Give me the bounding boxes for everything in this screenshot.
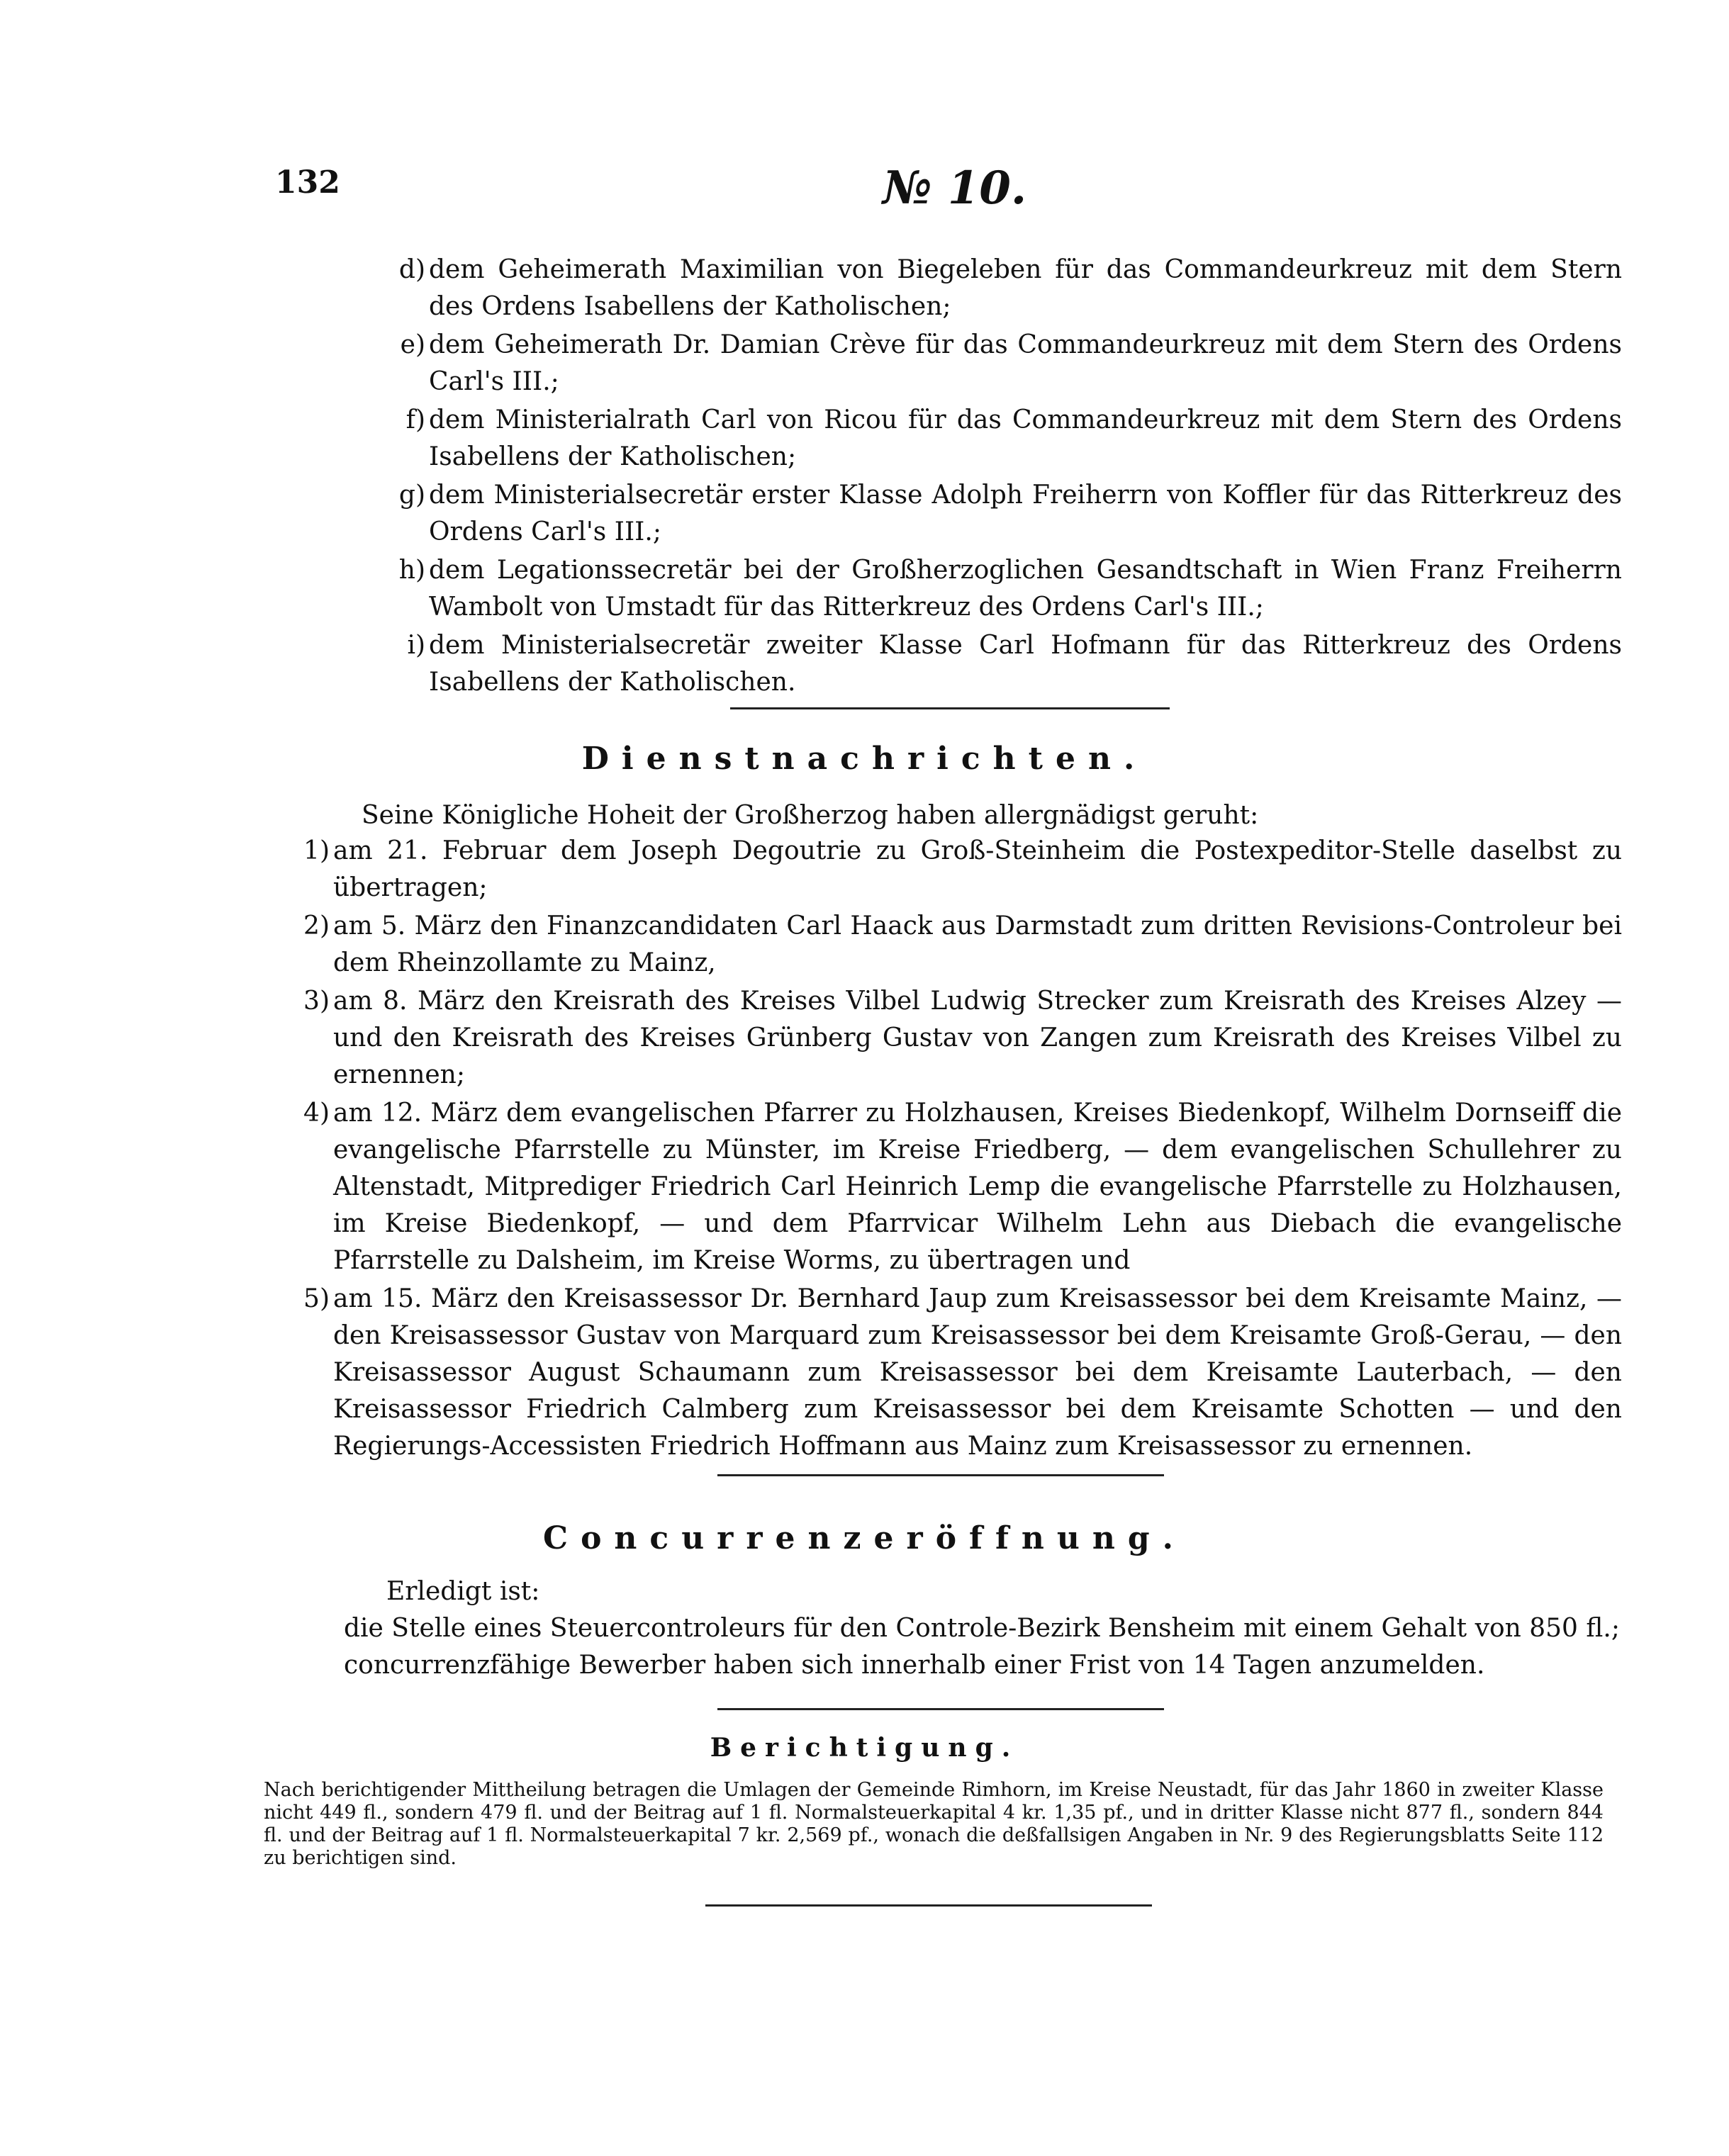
list-item xyxy=(301,908,1622,982)
item-text: dem Ministerialrath Carl von Ricou für das Commandeurkreuz mit dem Stern des Ordens Isabellens der Katholischen; xyxy=(429,405,1622,471)
concurrenz-intro: Erledigt ist: xyxy=(386,1577,540,1606)
issue-number: № 10. xyxy=(883,162,1027,215)
item-text: dem Ministerialsecretär zweiter Klasse Carl Hofmann für das Ritterkreuz des Ordens Isabellens der Katholischen. xyxy=(429,631,1622,697)
section-divider xyxy=(717,1708,1164,1710)
list-item xyxy=(397,477,1622,551)
list-item xyxy=(301,1095,1622,1279)
item-label: 4) xyxy=(303,1099,330,1128)
item-text: am 12. März dem evangelischen Pfarrer zu Holzhausen, Kreises Biedenkopf, Wilhelm Dornseiff die evangelische Pfarrstelle zu Münster, im Kreise Friedberg, — dem evangelischen Schullehrer zu Altenstadt, Mitprediger Friedrich Carl Heinrich Lemp die evangelische Pfarrstelle zu Holzhausen, im Kreise Biedenkopf, — und dem Pfarrvicar Wilhelm Lehn aus Diebach die evangelische Pfarrstelle zu Dalsheim, im Kreise Worms, zu übertragen und xyxy=(333,1099,1622,1275)
berichtigung-text: Nach berichtigender Mittheilung betragen die Umlagen der Gemeinde Rimhorn, im Kreise Neustadt, für das Jahr 1860 in zweiter Klasse nicht 449 fl., sondern 479 fl. und der Beitrag auf 1 fl. Normalsteuerkapital 4 kr. 1,35 pf., und in dritter Klasse nicht 877 fl., sondern 844 fl. und der Beitrag auf 1 fl. Normalsteuerkapital 7 kr. 2,569 pf., wonach die deßfallsigen Angaben in Nr. 9 des Regierungsblatts Seite 112 zu berichtigen sind. xyxy=(264,1779,1604,1869)
page-number: 132 xyxy=(275,164,340,201)
dienstnachrichten-heading: Dienstnachrichten. xyxy=(581,741,1148,777)
list-item xyxy=(301,833,1622,906)
item-label: 1) xyxy=(303,836,330,865)
item-text: am 5. März den Finanzcandidaten Carl Haack aus Darmstadt zum dritten Revisions-Controleur bei dem Rheinzollamte zu Mainz, xyxy=(333,911,1622,977)
dienstnachrichten-intro: Seine Königliche Hoheit der Großherzog haben allergnädigst geruht: xyxy=(362,801,1259,830)
item-label: 3) xyxy=(303,987,330,1016)
section-divider xyxy=(730,707,1170,709)
item-label: 5) xyxy=(303,1284,330,1313)
item-text: dem Legationssecretär bei der Großherzoglichen Gesandtschaft in Wien Franz Freiherrn Wambolt von Umstadt für das Ritterkreuz des Ordens Carl's III.; xyxy=(429,556,1622,622)
list-item xyxy=(397,327,1622,400)
item-label: 2) xyxy=(303,911,330,941)
concurrenz-text: die Stelle eines Steuercontroleurs für den Controle-Bezirk Bensheim mit einem Gehalt von 850 fl.; concurrenzfähige Bewerber haben sich innerhalb einer Frist von 14 Tagen anzumelden. xyxy=(344,1614,1620,1680)
item-label: e) xyxy=(400,330,425,359)
item-text: am 8. März den Kreisrath des Kreises Vilbel Ludwig Strecker zum Kreisrath des Kreises Alzey — und den Kreisrath des Kreises Grünberg Gustav von Zangen zum Kreisrath des Kreises Vilbel zu ernennen; xyxy=(333,987,1622,1089)
item-text: dem Ministerialsecretär erster Klasse Adolph Freiherrn von Koffler für das Ritterkreuz des Ordens Carl's III.; xyxy=(429,481,1622,546)
list-item xyxy=(397,552,1622,626)
concurrenz-heading: Concurrenzeröffnung. xyxy=(543,1520,1186,1556)
item-label: i) xyxy=(407,631,425,660)
list-item xyxy=(397,402,1622,476)
item-text: am 21. Februar dem Joseph Degoutrie zu Groß-Steinheim die Postexpeditor-Stelle daselbst zu übertragen; xyxy=(333,836,1622,902)
list-item xyxy=(397,627,1622,701)
list-item xyxy=(397,252,1622,325)
berichtigung-heading: Berichtigung. xyxy=(710,1733,1019,1763)
honors-list xyxy=(397,252,1622,702)
dienstnachrichten-list xyxy=(301,833,1622,1466)
item-label: h) xyxy=(398,556,425,585)
item-label: g) xyxy=(398,481,425,510)
list-item xyxy=(301,1281,1622,1465)
list-item xyxy=(301,983,1622,1094)
item-text: dem Geheimerath Dr. Damian Crève für das Commandeurkreuz mit dem Stern des Ordens Carl's III.; xyxy=(429,330,1622,396)
section-divider xyxy=(705,1904,1152,1907)
item-text: am 15. März den Kreisassessor Dr. Bernhard Jaup zum Kreisassessor bei dem Kreisamte Mainz, — den Kreisassessor Gustav von Marquard zum Kreisassessor bei dem Kreisamte Groß-Gerau, — den Kreisassessor August Schaumann zum Kreisassessor bei dem Kreisamte Lauterbach, — den Kreisassessor Friedrich Calmberg zum Kreisassessor bei dem Kreisamte Schotten — und den Regierungs-Accessisten Friedrich Hoffmann aus Mainz zum Kreisassessor zu ernennen. xyxy=(333,1284,1622,1461)
section-divider xyxy=(717,1474,1164,1476)
item-label: d) xyxy=(398,255,425,284)
item-text: dem Geheimerath Maximilian von Biegeleben für das Commandeurkreuz mit dem Stern des Ordens Isabellens der Katholischen; xyxy=(429,255,1622,321)
item-label: f) xyxy=(405,405,425,434)
